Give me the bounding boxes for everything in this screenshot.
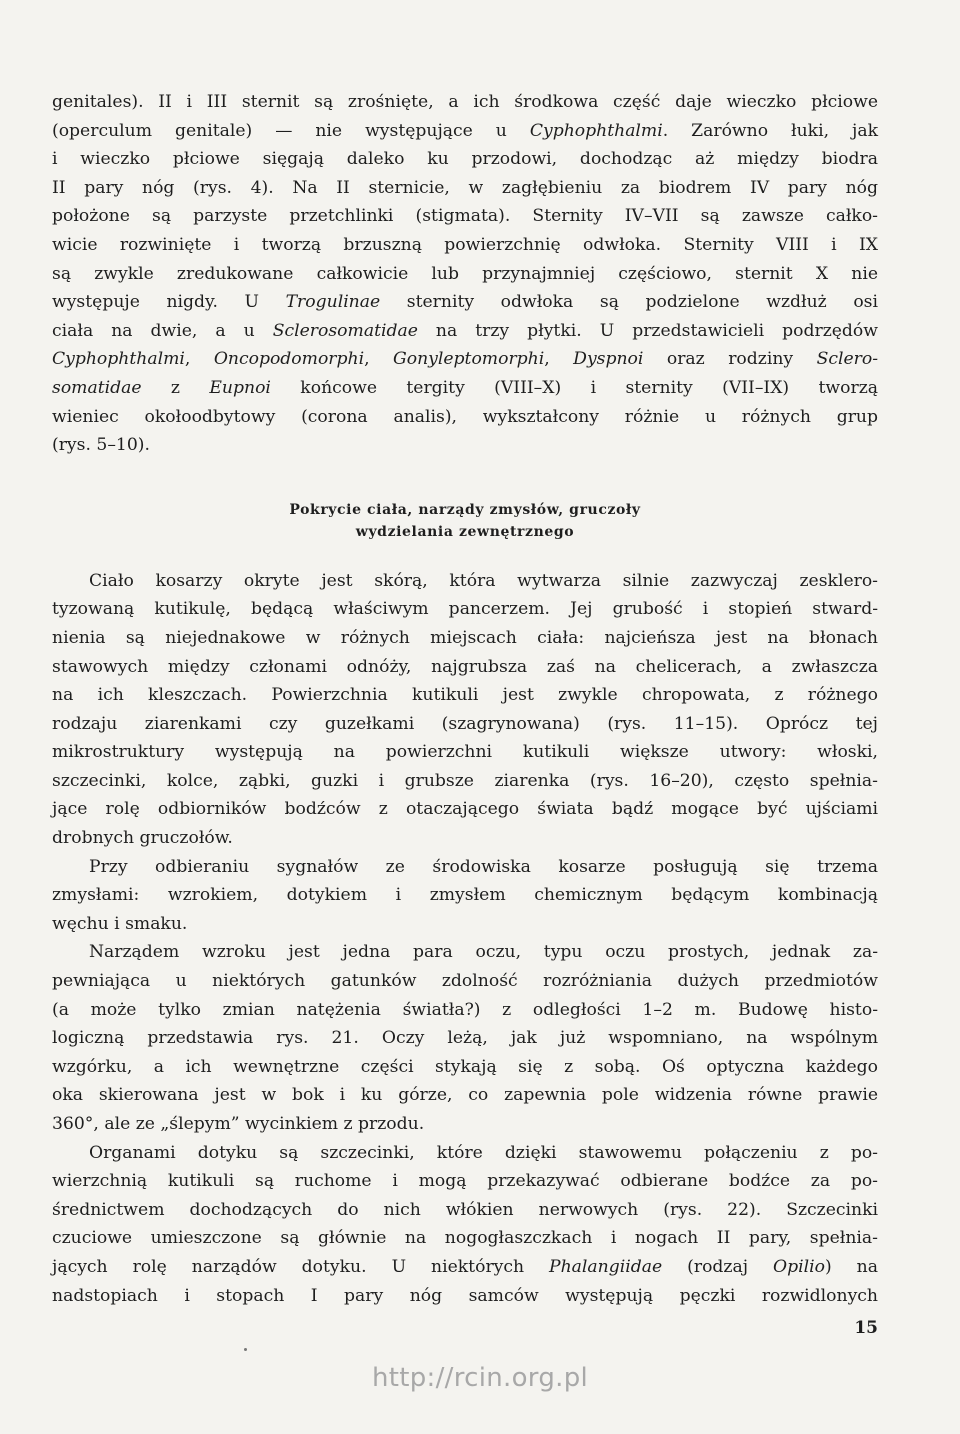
text-line: II pary nóg (rys. 4). Na II sternicie, w zagłębieniu za biodrem IV pary nóg bbox=[52, 177, 878, 198]
text-line: Cyphophthalmi, Oncopodomorphi, Gonyleptomorphi, Dyspnoi oraz rodziny Sclero- bbox=[52, 349, 879, 370]
text-line: rodzaju ziarenkami czy guzełkami (szagrynowana) (rys. 11–15). Oprócz tej bbox=[52, 713, 878, 734]
section-heading bbox=[52, 499, 878, 543]
text-line: wieniec okołoodbytowy (corona analis), wykształcony różnie u różnych grup bbox=[52, 406, 878, 427]
text-line: węchu i smaku. bbox=[52, 913, 188, 934]
text-line: drobnych gruczołów. bbox=[52, 828, 233, 849]
text-line: wicie rozwinięte i tworzą brzuszną powierzchnię odwłoka. Sternity VIII i IX bbox=[52, 234, 878, 255]
scan-speck bbox=[244, 1348, 247, 1351]
heading-line-2: wydzielania zewnętrznego bbox=[355, 523, 575, 540]
text-line: czuciowe umieszczone są głównie na nogogłaszczkach i nogach II pary, spełnia- bbox=[52, 1228, 878, 1249]
text-line: nadstopiach i stopach I pary nóg samców występują pęczki rozwidlonych bbox=[52, 1285, 878, 1306]
text-line: średnictwem dochodzących do nich włókien nerwowych (rys. 22). Szczecinki bbox=[52, 1199, 878, 1220]
text-line: i wieczko płciowe sięgają daleko ku przodowi, dochodząc aż między biodra bbox=[52, 149, 878, 170]
heading-line-1: Pokrycie ciała, narządy zmysłów, gruczoły bbox=[289, 501, 641, 518]
text-line: genitales). II i III sternit są zrośnięte, a ich środkowa część daje wieczko płciowe bbox=[52, 92, 878, 112]
text-line: występuje nigdy. U Trogulinae sternity odwłoka są podzielone wzdłuż osi bbox=[52, 292, 878, 313]
text-line: logiczną przedstawia rys. 21. Oczy leżą, jak już wspomniano, na wspólnym bbox=[52, 1028, 878, 1049]
text-line: wzgórku, a ich wewnętrzne części stykają się z sobą. Oś optyczna każdego bbox=[52, 1056, 878, 1077]
footer-url-watermark: http://rcin.org.pl bbox=[371, 1363, 589, 1393]
text-line: zmysłami: wzrokiem, dotykiem i zmysłem chemicznym będącym kombinacją bbox=[52, 885, 878, 906]
text-line: położone są parzyste przetchlinki (stigmata). Sternity IV–VII są zawsze całko- bbox=[52, 206, 878, 227]
text-line: stawowych między członami odnóży, najgrubsza zaś na chelicerach, a zwłaszcza bbox=[52, 656, 878, 677]
text-line: jące rolę odbiorników bodźców z otaczającego świata bądź mogące być ujściami bbox=[52, 799, 878, 820]
text-line: są zwykle zredukowane całkowicie lub przynajmniej częściowo, sternit X nie bbox=[52, 263, 878, 284]
text-line: na ich kleszczach. Powierzchnia kutikuli jest zwykle chropowata, z różnego bbox=[52, 685, 878, 706]
text-line: somatidae z Eupnoi końcowe tergity (VIII–X) i sternity (VII–IX) tworzą bbox=[52, 377, 879, 398]
paragraph-2 bbox=[52, 567, 878, 853]
text-line: Przy odbieraniu sygnałów ze środowiska kosarze posługują się trzema bbox=[89, 856, 878, 877]
paragraph-5 bbox=[52, 1139, 878, 1311]
text-line: pewniająca u niektórych gatunków zdolność rozróżniania dużych przedmiotów bbox=[52, 971, 878, 992]
paragraph-4 bbox=[52, 938, 878, 1138]
paragraph-3 bbox=[52, 853, 878, 939]
page-number: 15 bbox=[854, 1318, 878, 1338]
text-line: tyzowaną kutikulę, będącą właściwym pancerzem. Jej grubość i stopień stward- bbox=[52, 599, 878, 620]
text-line: mikrostruktury występują na powierzchni kutikuli większe utwory: włoski, bbox=[52, 742, 878, 763]
page-body bbox=[52, 88, 878, 1310]
text-line: wierzchnią kutikuli są ruchome i mogą przekazywać odbierane bodźce za po- bbox=[52, 1171, 878, 1192]
paragraph-1 bbox=[52, 88, 878, 460]
text-line: 360°, ale ze „ślepym” wycinkiem z przodu. bbox=[52, 1114, 425, 1134]
text-line: (operculum genitale) — nie występujące u Cyphophthalmi. Zarówno łuki, jak bbox=[52, 120, 878, 141]
text-line: Ciało kosarzy okryte jest skórą, która wytwarza silnie zazwyczaj zesklero- bbox=[89, 570, 878, 591]
text-line: ciała na dwie, a u Sclerosomatidae na trzy płytki. U przedstawicieli podrzędów bbox=[52, 320, 878, 341]
text-line: oka skierowana jest w bok i ku górze, co zapewnia pole widzenia równe prawie bbox=[52, 1085, 878, 1106]
text-line: nienia są niejednakowe w różnych miejscach ciała: najcieńsza jest na błonach bbox=[52, 627, 878, 648]
text-line: jących rolę narządów dotyku. U niektórych Phalangiidae (rodzaj Opilio) na bbox=[52, 1256, 878, 1277]
text-line: szczecinki, kolce, ząbki, guzki i grubsze ziarenka (rys. 16–20), często spełnia- bbox=[52, 770, 878, 791]
text-line: (rys. 5–10). bbox=[52, 435, 150, 456]
text-line: Organami dotyku są szczecinki, które dzięki stawowemu połączeniu z po- bbox=[89, 1142, 878, 1163]
text-line: (a może tylko zmian natężenia światła?) z odległości 1–2 m. Budowę histo- bbox=[52, 999, 878, 1020]
text-line: Narządem wzroku jest jedna para oczu, typu oczu prostych, jednak za- bbox=[89, 942, 878, 963]
